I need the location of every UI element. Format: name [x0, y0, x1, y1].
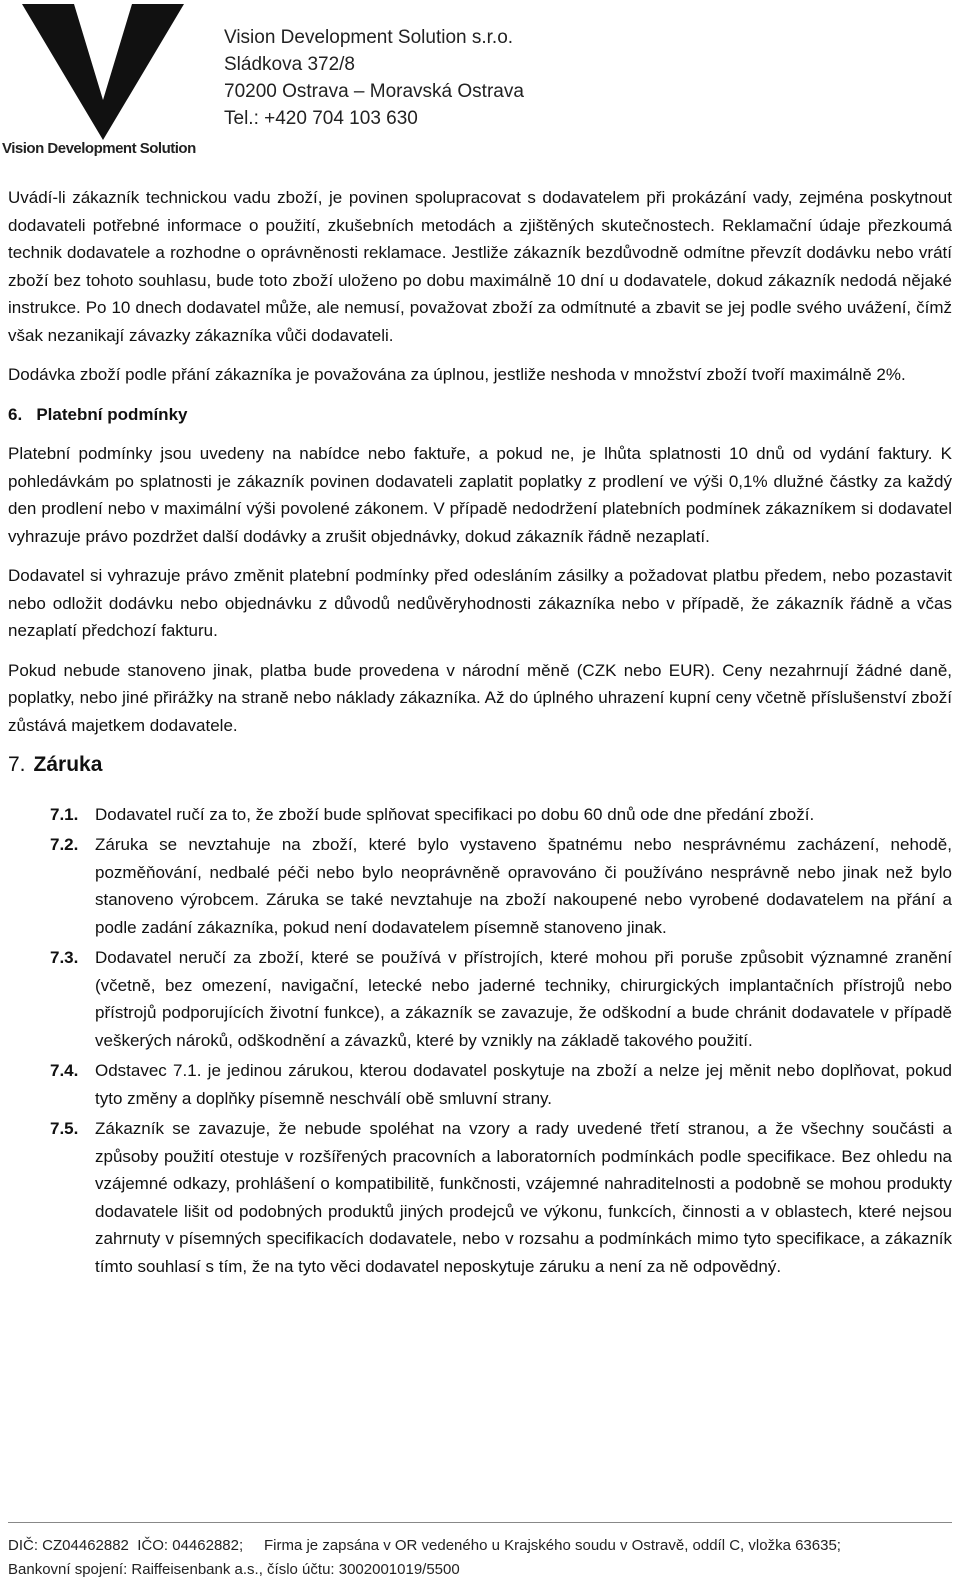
list-item-text: Záruka se nevztahuje na zboží, které bylo vystaveno špatnému nebo nesprávnému zacházení, nehodě, pozměňování, nedbalé péči nebo bylo neoprávněně opravováno či používáno nesprávně nebo jinak než bylo stanoveno výrobcem. Záruka se také nevztahuje na zboží nakoupené nebo vyrobené dodavatelem na přání a podle zadání zákazníka, pokud není dodavatelem písemně stanoveno jinak.	[95, 835, 952, 937]
list-item-number: 7.1.	[50, 804, 79, 824]
logo-v-mark	[18, 4, 188, 142]
list-item-number: 7.2.	[50, 835, 79, 854]
section-title: Záruka	[33, 753, 103, 776]
page-footer	[8, 1534, 952, 1582]
page-header	[0, 0, 960, 165]
list-item-text: Zákazník se zavazuje, že nebude spoléhat na vzory a rady uvedené třetí stranou, a že všechny součásti a způsoby použití otestuje v rozšířených pracovních a laboratorních podmínkách podle specifikace. Bez ohledu na vzájemné odkazy, prohlášení o kompatibilitě, funkčnosti, vzájemné nahraditelnosti a podobně se mohou produkty dodavatele lišit od podobných produktů jiných prodejců ve výkonu, funkcích, činnosti a v oblastech, které nejsou zahrnuty v písemných specifikacích dodavatele, nebo v rozsahu a podmínkách mimo tyto specifikace, a zákazník tímto souhlasí s tím, že na tyto věci dodavatel neposkytuje záruku a není za ně odpovědný.	[95, 1119, 952, 1276]
warranty-list	[50, 801, 952, 1281]
logo-wordmark: Vision Development Solution	[2, 140, 196, 157]
company-address	[224, 24, 524, 132]
section-number: 7.	[8, 753, 26, 776]
document-body	[8, 184, 952, 1283]
paragraph-payment-changes: Dodavatel si vyhrazuje právo změnit platební podmínky před odesláním zásilky a požadovat platbu předem, nebo pozastavit nebo odložit dodávku nebo objednávku z důvodů nedůvěryhodnosti zákazníka nebo v případě, že zákazník řádně a včas nezaplatí předchozí fakturu.	[8, 566, 952, 640]
address-street: Sládkova 372/8	[224, 54, 355, 75]
address-company-name: Vision Development Solution s.r.o.	[224, 27, 514, 48]
address-phone: Tel.: +420 704 103 630	[224, 108, 418, 129]
paragraph-payment-terms: Platební podmínky jsou uvedeny na nabídce nebo faktuře, a pokud ne, je lhůta splatnosti 10 dnů od vydání faktury. K pohledávkám po splatnosti je zákazník povinen dodavateli zaplatit poplatky z prodlení ve výši 0,1% dlužné částky za každý den prodlení nebo v maximální výši povolené zákonem. V případě nedodržení platebních podmínek zákazníkem si dodavatel vyhrazuje právo pozdržet další dodávky a zrušit objednávky, dokud zákazník řádně nezaplatí.	[8, 444, 952, 546]
footer-divider	[8, 1522, 952, 1523]
section-heading-warranty	[8, 751, 952, 779]
paragraph-complaints: Uvádí-li zákazník technickou vadu zboží, je povinen spolupracovat s dodavatelem při prokázání vady, zejména poskytnout dodavateli potřebné informace o použití, zkušebních metodách a zjištěných skutečnostech. Reklamační údaje přezkoumá technik dodavatele a rozhodne o oprávněnosti reklamace. Jestliže zákazník bezdůvodně odmítne převzít dodávku nebo vrátí zboží bez tohoto souhlasu, bude toto zboží uloženo po dobu maximálně 10 dní u dodavatele, dokud zákazník nedodá nějaké instrukce. Po 10 dnech dodavatel může, ale nemusí, považovat zboží za odmítnuté a zbavit se jej podle svého uvážení, čímž však nezanikají závazky zákazníka vůči dodavateli.	[8, 188, 952, 345]
list-item-number: 7.4.	[50, 1061, 79, 1080]
list-item	[50, 1057, 952, 1112]
list-item	[50, 801, 952, 829]
list-item-text: Dodavatel neručí za zboží, které se používá v přístrojích, které mohou při poruše způsobit významné zranění (včetně, bez omezení, navigační, letecké nebo jaderné techniky, chirurgických implantačních přístrojů nebo přístrojů podporujících životní funkce), a zákazník se zavazuje, že odškodní a bude chránit dodavatele v případě veškerých nároků, odškodnění a závazků, které by vznikly na základě takového použití.	[95, 948, 952, 1050]
footer-bank-details: Bankovní spojení: Raiffeisenbank a.s., číslo účtu: 3002001019/5500	[8, 1561, 460, 1578]
section-heading-payment: 6. Platební podmínky	[8, 404, 188, 424]
list-item	[50, 1115, 952, 1280]
paragraph-delivery-tolerance: Dodávka zboží podle přání zákazníka je považována za úplnou, jestliže neshoda v množství zboží tvoří maximálně 2%.	[8, 365, 906, 384]
list-item-text: Odstavec 7.1. je jedinou zárukou, kterou dodavatel poskytuje na zboží a nelze jej měnit nebo doplňovat, pokud tyto změny a doplňky písemně neschválí obě smluvní strany.	[95, 1061, 952, 1108]
company-logo	[0, 0, 200, 165]
footer-registration: DIČ: CZ04462882 IČO: 04462882; Firma je zapsána v OR vedeného u Krajského soudu v Ostravě, oddíl C, vložka 63635;	[8, 1537, 841, 1554]
list-item-number: 7.5.	[50, 1119, 79, 1138]
list-item-number: 7.3.	[50, 948, 79, 967]
list-item	[50, 944, 952, 1054]
list-item-text: Dodavatel ručí za to, že zboží bude splňovat specifikaci po dobu 60 dnů ode dne předání zboží.	[95, 804, 815, 824]
list-item	[50, 831, 952, 941]
address-city: 70200 Ostrava – Moravská Ostrava	[224, 81, 524, 102]
paragraph-currency: Pokud nebude stanoveno jinak, platba bude provedena v národní měně (CZK nebo EUR). Ceny nezahrnují žádné daně, poplatky, nebo jiné přirážky na straně nebo náklady zákazníka. Až do úplného uhrazení kupní ceny včetně příslušenství zboží zůstává majetkem dodavatele.	[8, 660, 952, 735]
